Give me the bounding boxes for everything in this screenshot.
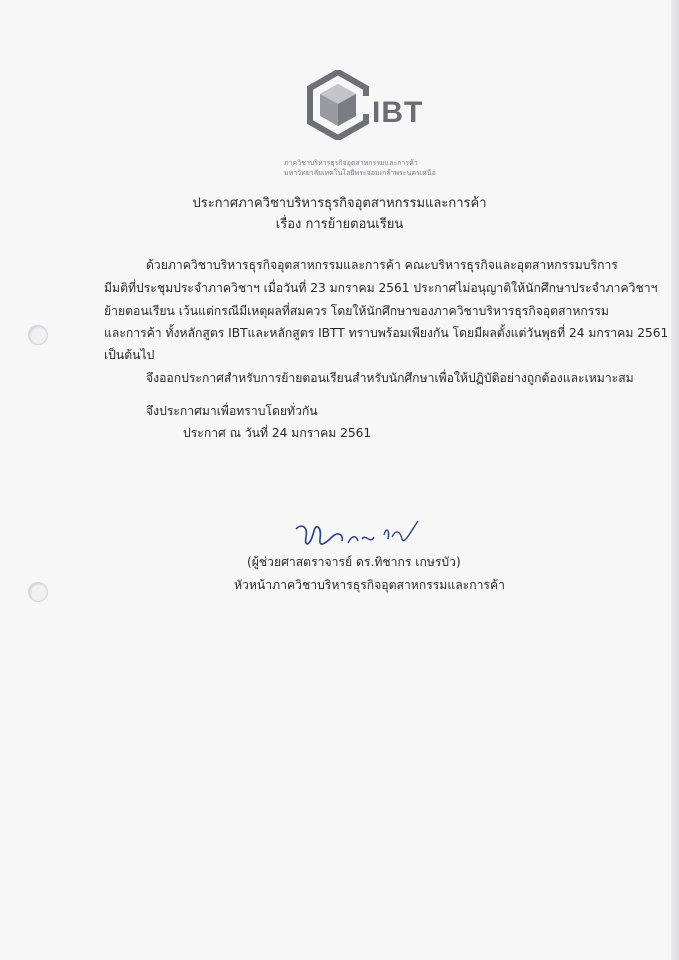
para1-line-2: มีมติที่ประชุมประจำภาควิชาฯ เมื่อวันที่ 23 มกราคม 2561 ประกาศไม่อนุญาติให้นักศึกษาประจำภาควิชาฯ: [104, 281, 658, 295]
closing-line: จึงประกาศมาเพื่อทราบโดยทั่วกัน: [146, 404, 318, 418]
punch-hole-bottom: [28, 582, 48, 602]
signatory-position: หัวหน้าภาควิชาบริหารธุรกิจอุตสาหกรรมและการค้า: [234, 578, 505, 592]
logo-subtitle-line-2: มหาวิทยาลัยเทคโนโลยีพระจอมเกล้าพระนครเหนือ: [284, 169, 436, 177]
para1-line-3: ย้ายตอนเรียน เว้นแต่กรณีมีเหตุผลที่สมควร โดยให้นักศึกษาของภาควิชาบริหารธุรกิจอุตสาหกรรม: [104, 304, 609, 318]
logo-subtitle-line-1: ภาควิชาบริหารธุรกิจอุตสาหกรรมและการค้า: [284, 159, 418, 167]
punch-hole-top: [28, 325, 48, 345]
signatory-name: (ผู้ช่วยศาสตราจารย์ ดร.ทิชากร เกษรบัว): [247, 555, 461, 569]
para1-line-4: และการค้า ทั้งหลักสูตร IBTและหลักสูตร IBTT ทราบพร้อมเพียงกัน โดยมีผลตั้งแต่วันพุธที่ 24 มกราคม 2561: [104, 326, 669, 340]
page-edge: [671, 0, 679, 960]
signature-icon: [292, 517, 422, 553]
announcement-title: ประกาศภาควิชาบริหารธุรกิจอุตสาหกรรมและการค้า: [192, 196, 487, 211]
para1-line-1: ด้วยภาควิชาบริหารธุรกิจอุตสาหกรรมและการค้า คณะบริหารธุรกิจและอุตสาหกรรมบริการ: [146, 258, 618, 272]
logo-text: IBT: [372, 96, 424, 129]
para2: จึงออกประกาศสำหรับการย้ายตอนเรียนสำหรับนักศึกษาเพื่อให้ปฏิบัติอย่างถูกต้องและเหมาะสม: [146, 371, 634, 385]
para1-line-5: เป็นต้นไป: [104, 348, 155, 362]
announcement-subject: เรื่อง การย้ายตอนเรียน: [275, 217, 404, 232]
announcement-date: ประกาศ ณ วันที่ 24 มกราคม 2561: [183, 426, 372, 440]
